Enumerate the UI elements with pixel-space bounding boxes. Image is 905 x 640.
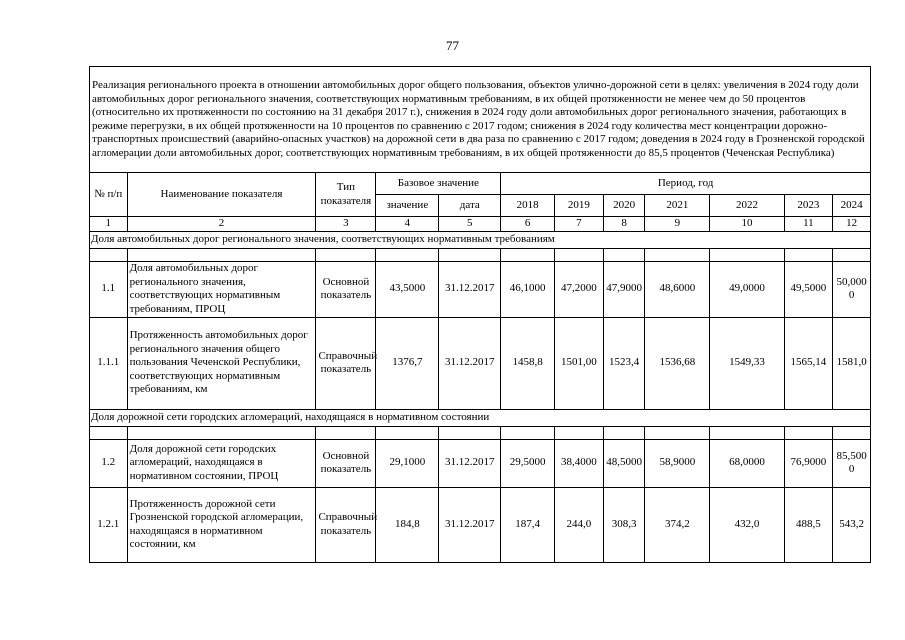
row-year-value: 50,0000 (833, 261, 871, 317)
row-name: Доля дорожной сети городских агломераций, находящаяся в нормативном состоянии, ПРОЦ (127, 439, 316, 487)
row-year-value: 48,6000 (645, 261, 710, 317)
row-year-value: 374,2 (645, 487, 710, 562)
row-type: Справочный показатель (316, 487, 376, 562)
col-number: 8 (603, 217, 645, 232)
row-year-value: 49,5000 (784, 261, 833, 317)
row-year-value: 47,9000 (603, 261, 645, 317)
row-year-value: 29,5000 (501, 439, 555, 487)
row-year-value: 48,5000 (603, 439, 645, 487)
col-number: 1 (90, 217, 128, 232)
row-num: 1.2 (90, 439, 128, 487)
indicators-table (89, 66, 871, 563)
row-name: Протяженность дорожной сети Грозненской городской агломерации, находящаяся в нормативном состоянии, км (127, 487, 316, 562)
row-year-value: 1523,4 (603, 317, 645, 409)
header-period: Период, год (501, 173, 871, 195)
section-title: Доля дорожной сети городских агломераций, находящаяся в нормативном состоянии (90, 409, 871, 426)
row-num: 1.2.1 (90, 487, 128, 562)
row-year-value: 244,0 (555, 487, 604, 562)
table-row (90, 317, 871, 409)
header-year: 2021 (645, 195, 710, 217)
row-num: 1.1.1 (90, 317, 128, 409)
col-number: 9 (645, 217, 710, 232)
row-type: Основной показатель (316, 439, 376, 487)
col-number: 5 (439, 217, 501, 232)
header-num: № п/п (90, 173, 128, 217)
row-num: 1.1 (90, 261, 128, 317)
row-year-value: 1536,68 (645, 317, 710, 409)
row-value: 1376,7 (376, 317, 439, 409)
col-number: 3 (316, 217, 376, 232)
row-name: Доля автомобильных дорог регионального значения, соответствующих нормативным требованиям, ПРОЦ (127, 261, 316, 317)
row-year-value: 76,9000 (784, 439, 833, 487)
col-number: 2 (127, 217, 316, 232)
header-year: 2022 (710, 195, 784, 217)
row-year-value: 68,0000 (710, 439, 784, 487)
row-year-value: 1565,14 (784, 317, 833, 409)
col-number: 6 (501, 217, 555, 232)
table-row (90, 261, 871, 317)
row-year-value: 187,4 (501, 487, 555, 562)
row-year-value: 488,5 (784, 487, 833, 562)
header-base: Базовое значение (376, 173, 501, 195)
row-date: 31.12.2017 (439, 317, 501, 409)
row-year-value: 85,5000 (833, 439, 871, 487)
row-year-value: 49,0000 (710, 261, 784, 317)
header-year: 2018 (501, 195, 555, 217)
row-year-value: 58,9000 (645, 439, 710, 487)
header-date: дата (439, 195, 501, 217)
col-number: 12 (833, 217, 871, 232)
row-type: Основной показатель (316, 261, 376, 317)
header-year: 2019 (555, 195, 604, 217)
row-year-value: 38,4000 (555, 439, 604, 487)
row-value: 29,1000 (376, 439, 439, 487)
header-name: Наименование показателя (127, 173, 316, 217)
header-year: 2023 (784, 195, 833, 217)
page-number: 77 (446, 38, 459, 53)
intro-text: Реализация регионального проекта в отношении автомобильных дорог общего пользования, объектов улично-дорожной сети в целях: увеличения в 2024 году доли автомобильных дорог регионального значения, соответствующих нормативным требованиям, в их общей протяженности не менее чем до 50 процентов (относительно их протяженности по состоянию на 31 декабря 2017 г.), снижения в 2024 году доли автомобильных дорог регионального значения, работающих в режиме перегрузки, в их общей протяженности на 10 процентов по сравнению с 2017 годом; снижения в 2024 году количества мест концентрации дорожно-транспортных происшествий (аварийно-опасных участков) на дорожной сети в два раза по сравнению с 2017 годом; доведения в 2024 году в Грозненской городской агломерации доли автомобильных дорог, соответствующих нормативным требованиям, в их общей протяженности до 85,5 процентов (Чеченская Республика) (90, 67, 871, 173)
row-date: 31.12.2017 (439, 439, 501, 487)
row-year-value: 1549,33 (710, 317, 784, 409)
row-year-value: 1458,8 (501, 317, 555, 409)
row-type: Справочный показатель (316, 317, 376, 409)
row-year-value: 47,2000 (555, 261, 604, 317)
row-year-value: 46,1000 (501, 261, 555, 317)
row-value: 184,8 (376, 487, 439, 562)
header-year: 2020 (603, 195, 645, 217)
row-date: 31.12.2017 (439, 487, 501, 562)
row-year-value: 1501,00 (555, 317, 604, 409)
section-title: Доля автомобильных дорог регионального значения, соответствующих нормативным требованиям (90, 231, 871, 248)
row-date: 31.12.2017 (439, 261, 501, 317)
col-number: 10 (710, 217, 784, 232)
header-type: Тип показателя (316, 173, 376, 217)
row-name: Протяженность автомобильных дорог регионального значения общего пользования Чеченской Республики, соответствующих нормативным требованиям, км (127, 317, 316, 409)
row-year-value: 543,2 (833, 487, 871, 562)
table-row (90, 439, 871, 487)
col-number: 7 (555, 217, 604, 232)
row-year-value: 308,3 (603, 487, 645, 562)
header-value: значение (376, 195, 439, 217)
col-number: 4 (376, 217, 439, 232)
header-year: 2024 (833, 195, 871, 217)
col-number: 11 (784, 217, 833, 232)
row-year-value: 1581,0 (833, 317, 871, 409)
row-year-value: 432,0 (710, 487, 784, 562)
row-value: 43,5000 (376, 261, 439, 317)
table-row (90, 487, 871, 562)
